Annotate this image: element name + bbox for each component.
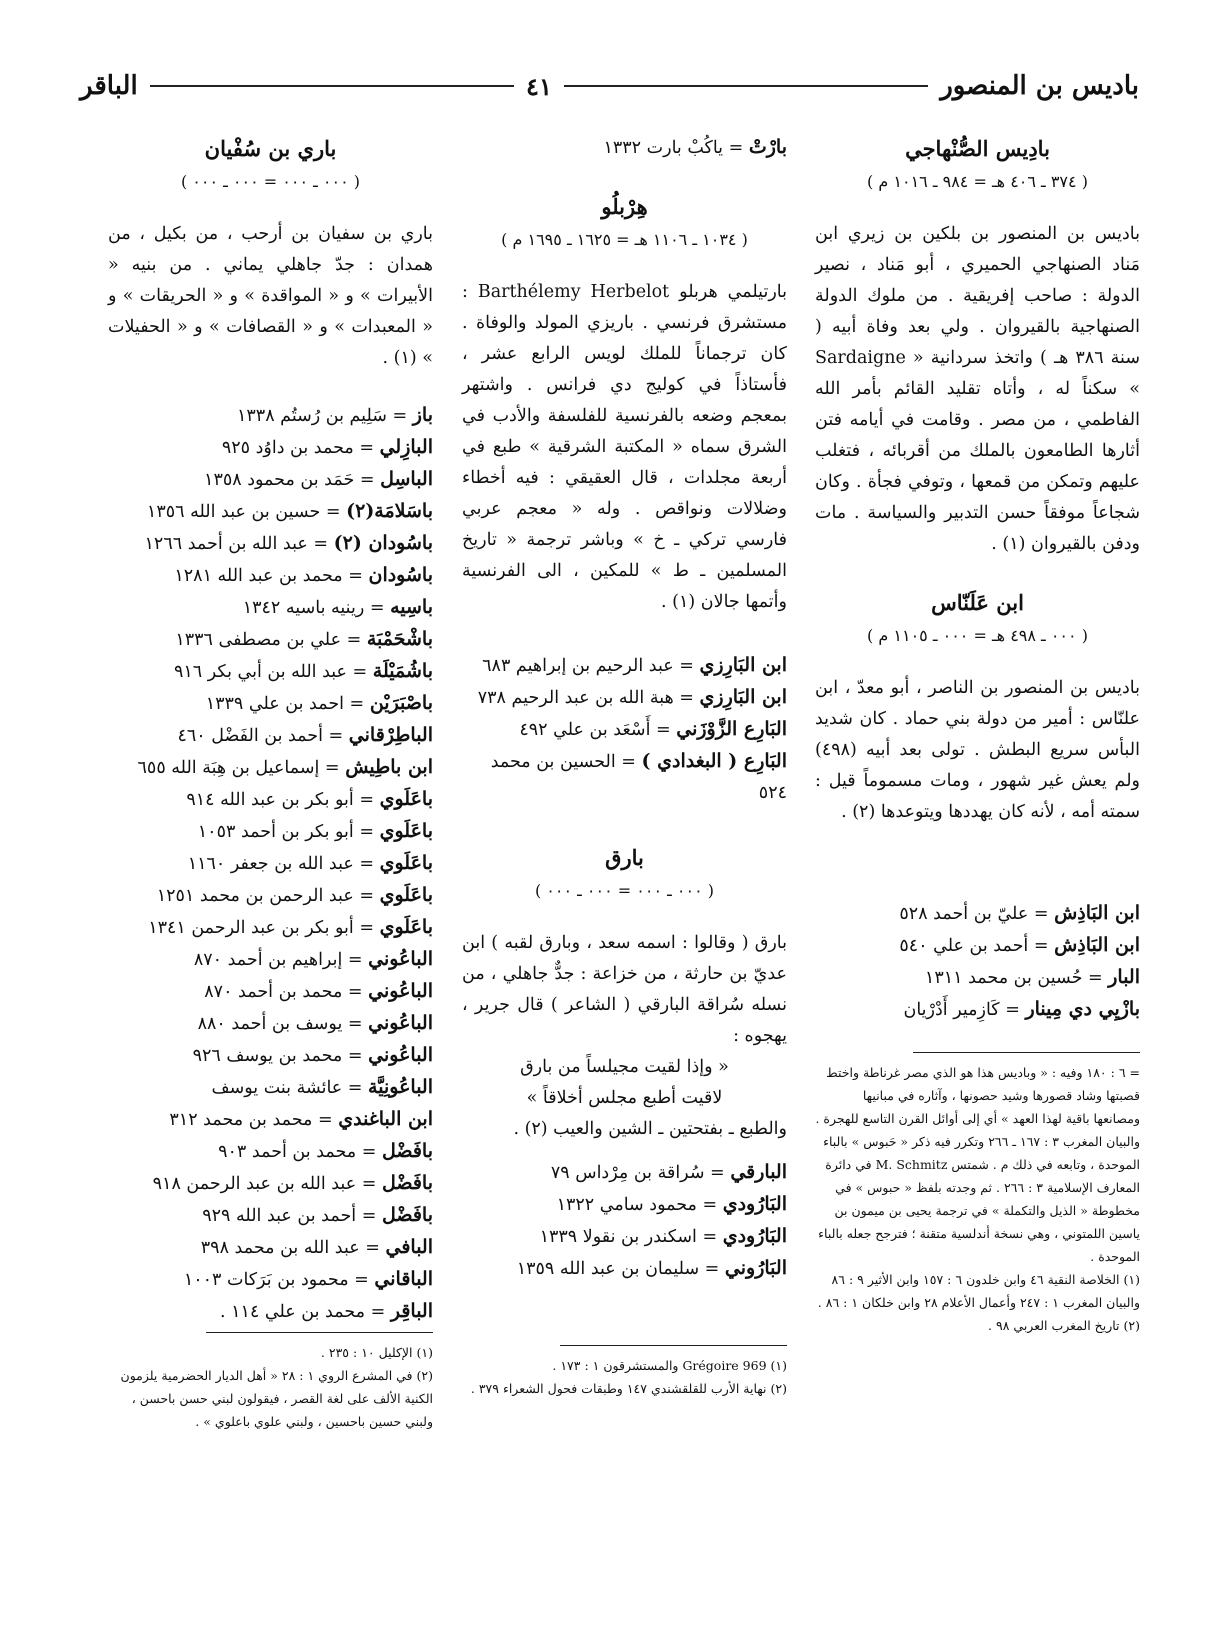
cross-reference: ابن البَارِزي = عبد الرحيم بن إبراهيم ٦٨٣ <box>482 654 787 676</box>
cross-reference: باصْبَرَيْن = احمد بن علي ١٣٣٩ <box>205 692 433 714</box>
entry-body: باديس بن المنصور بن بلكين بن زيري ابن مَناد الصنهاجي الحميري ، أبو مَناد ، نصير الدولة : صاحب إفريقية . من ملوك الدولة الصنهاجية بالقيروان . ولي بعد وفاة أبيه ( سنة ٣٨٦ هـ ) واتخذ سردانية « Sardaigne » سكناً له ، وأتاه تقليد القائم بأمر الله الفاطمي ، من مصر . وقامت في أيامه فتن أثارها الطامعون بالملك من أقربائه ، فتغلب عليهم وتمكن من قمعها ، وتوفي فجأة . وكان شجاعاً موفقاً حسن التدبير والسياسة . مات ودفن بالقيروان (١) . <box>815 224 1140 554</box>
cross-reference-list <box>108 400 433 1328</box>
entry-title: بارق <box>605 845 644 870</box>
cross-reference: ابن البَاذِش = عليّ بن أحمد ٥٢٨ <box>899 902 1140 924</box>
cross-reference: باشُمَيْلَة = عبد الله بن أبي بكر ٩١٦ <box>173 660 433 682</box>
poem-verse: لاقيت أطبع مجلس أخلاقاً » <box>526 1088 723 1108</box>
running-header <box>80 66 1139 106</box>
header-left-headword: الباقر <box>80 71 138 101</box>
cross-reference: بازْيِي دي مِينار = كَازِمير أَدْرْيان <box>903 998 1140 1020</box>
entry-dates: ( ٠٠٠ ـ ٠٠٠ = ٠٠٠ ـ ٠٠٠ ) <box>180 172 361 191</box>
footnote-rule <box>560 1345 788 1346</box>
cross-reference: الباطِرْقاني = أحمد بن الفَضْل ٤٦٠ <box>177 724 433 746</box>
cross-reference: الباعُونِيَّة = عائشة بنت يوسف <box>211 1076 433 1098</box>
header-rule <box>564 85 928 87</box>
cross-reference: بافَضْل = محمد بن أحمد ٩٠٣ <box>218 1140 433 1162</box>
footnote: (٢) تاريخ المغرب العربي ٩٨ . <box>988 1318 1140 1333</box>
cross-reference: البَارُودي = محمود سامي ١٣٢٢ <box>556 1193 787 1215</box>
entry-body: بارق ( وقالوا : اسمه سعد ، وبارق لقبه ) ابن عديّ بن حارثة ، من خزاعة : جدٌّ جاهلي ، من نسله سُراقة البارقي ( الشاعر ) قال جرير ، يهجوه : <box>462 933 787 1046</box>
entry-dates: ( ١٠٣٤ ـ ١١٠٦ هـ = ١٦٢٥ ـ ١٦٩٥ م ) <box>501 230 748 249</box>
cross-reference: البافي = عبد الله بن محمد ٣٩٨ <box>200 1236 433 1258</box>
cross-reference: باسَلامَة(٢) = حسين بن عبد الله ١٣٥٦ <box>146 500 433 522</box>
entry-dates: ( ٣٧٤ ـ ٤٠٦ هـ = ٩٨٤ ـ ١٠١٦ م ) <box>867 172 1088 191</box>
cross-reference: باعَلَوي = عبد الرحمن بن محمد ١٢٥١ <box>156 884 433 906</box>
cross-reference: ابن البَاذِش = أحمد بن علي ٥٤٠ <box>899 934 1140 956</box>
cross-reference: ابن البَارِزي = هبة الله بن عبد الرحيم ٧٣٨ <box>477 686 787 708</box>
cross-reference: باعَلَوي = عبد الله بن جعفر ١١٦٠ <box>187 852 433 874</box>
cross-reference: ابن باطِيش = إسماعيل بن هِبَة الله ٦٥٥ <box>137 756 433 778</box>
poem-verse: « وإذا لقيت مجيلساً من بارق <box>520 1057 729 1077</box>
footnote-rule <box>913 1052 1141 1053</box>
cross-reference: باسِيه = رينيه باسيه ١٣٤٢ <box>242 596 433 618</box>
cross-reference: الباعُوني = محمد بن أحمد ٨٧٠ <box>204 980 433 1002</box>
entry-title: باري بن سُفْيان <box>204 136 337 161</box>
cross-reference: الباعُوني = إبراهيم بن أحمد ٨٧٠ <box>193 948 433 970</box>
entry-body: باديس بن المنصور بن الناصر ، أبو معدّ ، ابن علنّاس : أمير من دولة بني حماد . كان شديد البأس سريع البطش . تولى بعد أبيه (٤٩٨) ولم يعش غير شهور ، ومات مسموماً قيل : سمته أمه ، لأنه كان يهددها ويتوعدها (٢) . <box>815 678 1140 822</box>
footnote: (١) Grégoire 969 والمستشرقون ١ : ١٧٣ . <box>552 1358 787 1373</box>
entry-dates: ( ٠٠٠ ـ ٤٩٨ هـ = ٠٠٠ ـ ١١٠٥ م ) <box>867 626 1088 645</box>
cross-reference: باسُودان (٢) = عبد الله بن أحمد ١٢٦٦ <box>144 532 433 554</box>
cross-reference: الباسِل = حَمَد بن محمود ١٣٥٨ <box>204 468 433 490</box>
cross-reference: الباعُوني = محمد بن يوسف ٩٢٦ <box>192 1044 433 1066</box>
cross-reference: ابن الباغندي = محمد بن محمد ٣١٢ <box>169 1108 433 1130</box>
cross-reference: البَارُودي = اسكندر بن نقولا ١٣٣٩ <box>539 1225 787 1247</box>
cross-reference: باعَلَوي = أبو بكر بن عبد الرحمن ١٣٤١ <box>148 916 433 938</box>
header-rule <box>150 85 514 87</box>
cross-reference: باز = سَلِيم بن رُستُم ١٣٣٨ <box>237 404 433 426</box>
entry-body: باري بن سفيان بن أرحب ، من بكيل ، من همدان : جدّ جاهلي يماني . من بنيه « الأبيرات » و « المواقدة » و « الحريقات » و « المعبدات » و « القصافات » و « الحفيلات » (١) . <box>108 224 433 368</box>
cross-reference: البار = حُسين بن محمد ١٣١١ <box>924 966 1140 988</box>
page-number: ٤١ <box>526 71 552 101</box>
entry-title: هِرْبلُو <box>601 194 648 219</box>
footnote: (٢) نهاية الأرب للقلقشندي ١٤٧ وطبقات فحول الشعراء ٣٧٩ . <box>470 1381 787 1396</box>
left-column <box>108 132 433 1433</box>
cross-reference: الباقاني = محمود بن بَرَكات ١٠٠٣ <box>183 1268 433 1290</box>
entry-title: ابن عَلَنّاس <box>931 590 1024 615</box>
cross-reference: البَارُوني = سليمان بن عبد الله ١٣٥٩ <box>516 1257 787 1279</box>
entry-body: بارتيلمي هربلو Barthélemy Herbelot : مستشرق فرنسي . باريزي المولد والوفاة . كان ترجماناً للملك لويس الرابع عشر ، فأستاذاً في كوليج دي فرانس . واشتهر بمعجم وضعه بالفرنسية للفلسفة والأدب في الشرق سماه « المكتبة الشرقية » طبع في أربعة مجلدات ، قال العقيقي : فيه أخطاء وضلالات ونواقص . وله « معجم عربي فارسي تركي ـ خ » وباشر ترجمة « تاريخ المسلمين ـ ط » للمكين ، الى الفرنسية وأتمها جالان (١) . <box>462 282 787 612</box>
cross-reference: البارقي = سُراقة بن مِرْداس ٧٩ <box>550 1161 787 1183</box>
footnote: = ٦ : ١٨٠ وفيه : « وباديس هذا هو الذي مصر غرناطة واختط قصبتها وشاد قصورها وشيد حصونها ، وآثاره في مبانيها ومصانعها باقية لهذا العهد » أي إلى أوائل القرن التاسع للهجرة . والبيان المغرب ٣ : ١٦٧ ـ ٢٦٦ وتكرر فيه ذكر « حَبوس » بالباء الموحدة ، وتابعه في ذلك م . شمتس M. Schmitz في دائرة المعارف الإسلامية ٣ : ٢٦٦ . ثم وجدته بلفظ « حبوس » في مخطوطة « الذيل والتكملة » في ترجمة يحيى بن ميمون بن ياسين اللمتوني ، وهي نسخة أندلسية متقنة ؛ فترجح جعله بالباء الموحدة . <box>815 1065 1140 1264</box>
cross-reference: باعَلَوي = أبو بكر بن عبد الله ٩١٤ <box>186 788 433 810</box>
cross-reference: الباقِر = محمد بن علي ١١٤ . <box>220 1300 433 1322</box>
cross-reference: بارْتْ = ياكُبْ بارت ١٣٣٢ <box>603 136 787 158</box>
header-right-headword: باديس بن المنصور <box>940 71 1139 101</box>
right-column <box>815 132 1140 1337</box>
cross-reference: باسُودان = محمد بن عبد الله ١٢٨١ <box>174 564 433 586</box>
cross-reference: البازِلي = محمد بن داوُد ٩٢٥ <box>221 436 433 458</box>
middle-column <box>462 132 787 1400</box>
cross-reference: بافَضْل = عبد الله بن عبد الرحمن ٩١٨ <box>152 1172 433 1194</box>
entry-dates: ( ٠٠٠ ـ ٠٠٠ = ٠٠٠ ـ ٠٠٠ ) <box>534 881 715 900</box>
footnote: (١) الإكليل ١٠ : ٢٣٥ . <box>320 1345 433 1360</box>
entry-body: والطبع ـ بفتحتين ـ الشين والعيب (٢) . <box>513 1119 787 1139</box>
cross-reference: البَارِع الزَّوْزَني = أَسْعَد بن علي ٤٩٢ <box>519 718 787 740</box>
entry-title: بادِيس الصُّنْهاجي <box>905 136 1050 161</box>
cross-reference: الباعُوني = يوسف بن أحمد ٨٨٠ <box>197 1012 433 1034</box>
cross-reference: بافَضْل = أحمد بن عبد الله ٩٢٩ <box>202 1204 433 1226</box>
footnote-rule <box>206 1332 434 1333</box>
cross-reference: البَارِع ( البغدادي ) = الحسين بن محمد ٥٢٤ <box>490 750 787 803</box>
cross-reference: باشْحَمْبَة = علي بن مصطفى ١٣٣٦ <box>175 628 433 650</box>
footnote: (٢) في المشرع الروي ١ : ٢٨ « أهل الديار الحضرمية يلزمون الكنية الألف على لغة القصر ، فيقولون لبني حسن باحسن ، ولبني حسين باحسين ، ولبني علوي باعلوي » . <box>120 1368 433 1429</box>
cross-reference: باعَلَوي = أبو بكر بن أحمد ١٠٥٣ <box>197 820 433 842</box>
footnote: (١) الخلاصة النقية ٤٦ وابن خلدون ٦ : ١٥٧ وابن الأثير ٩ : ٨٦ والبيان المغرب ١ : ٢٤٧ وأعمال الأعلام ٢٨ وابن خلكان ١ : ٨٦ . <box>817 1272 1140 1310</box>
